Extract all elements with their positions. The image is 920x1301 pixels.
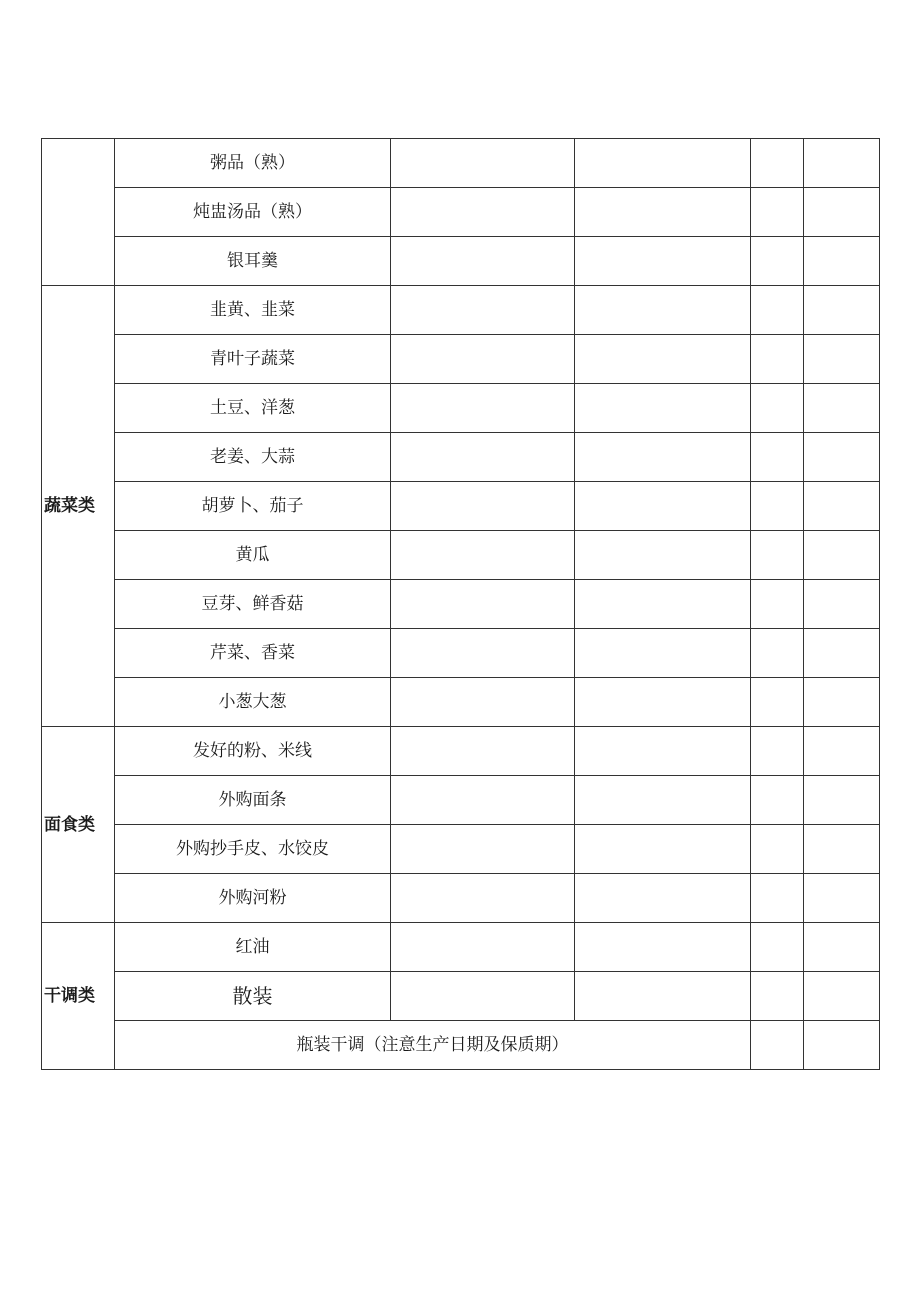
blank-cell[interactable]	[575, 384, 751, 433]
blank-cell[interactable]	[751, 874, 804, 923]
item-name: 胡萝卜、茄子	[115, 482, 391, 531]
blank-cell[interactable]	[751, 482, 804, 531]
blank-cell[interactable]	[391, 776, 575, 825]
item-name: 小葱大葱	[115, 678, 391, 727]
blank-cell[interactable]	[575, 678, 751, 727]
table-row	[42, 1021, 880, 1070]
blank-cell[interactable]	[804, 629, 880, 678]
table-row	[42, 678, 880, 727]
blank-cell[interactable]	[751, 678, 804, 727]
blank-cell[interactable]	[391, 825, 575, 874]
blank-cell[interactable]	[804, 580, 880, 629]
blank-cell[interactable]	[575, 531, 751, 580]
item-name: 韭黄、韭菜	[115, 286, 391, 335]
blank-cell[interactable]	[751, 286, 804, 335]
item-name: 豆芽、鲜香菇	[115, 580, 391, 629]
blank-cell[interactable]	[575, 825, 751, 874]
food-inspection-table	[41, 138, 880, 1070]
blank-cell[interactable]	[751, 629, 804, 678]
blank-cell[interactable]	[804, 531, 880, 580]
table-row	[42, 433, 880, 482]
blank-cell[interactable]	[804, 335, 880, 384]
table-row	[42, 580, 880, 629]
blank-cell[interactable]	[804, 139, 880, 188]
blank-cell[interactable]	[575, 286, 751, 335]
blank-cell[interactable]	[575, 923, 751, 972]
item-name: 黄瓜	[115, 531, 391, 580]
table-row	[42, 188, 880, 237]
blank-cell[interactable]	[804, 1021, 880, 1070]
blank-cell[interactable]	[391, 139, 575, 188]
blank-cell[interactable]	[751, 776, 804, 825]
blank-cell[interactable]	[391, 972, 575, 1021]
blank-cell[interactable]	[575, 482, 751, 531]
blank-cell[interactable]	[391, 531, 575, 580]
table-row	[42, 825, 880, 874]
table-row	[42, 237, 880, 286]
blank-cell[interactable]	[575, 874, 751, 923]
blank-cell[interactable]	[804, 482, 880, 531]
blank-cell[interactable]	[804, 776, 880, 825]
blank-cell[interactable]	[751, 433, 804, 482]
blank-cell[interactable]	[751, 335, 804, 384]
item-name: 银耳羹	[115, 237, 391, 286]
table-row	[42, 874, 880, 923]
blank-cell[interactable]	[391, 286, 575, 335]
blank-cell[interactable]	[575, 776, 751, 825]
blank-cell[interactable]	[575, 139, 751, 188]
blank-cell[interactable]	[751, 972, 804, 1021]
table-row	[42, 384, 880, 433]
table-row	[42, 335, 880, 384]
blank-cell[interactable]	[804, 384, 880, 433]
item-name: 发好的粉、米线	[115, 727, 391, 776]
blank-cell[interactable]	[751, 727, 804, 776]
blank-cell[interactable]	[804, 923, 880, 972]
blank-cell[interactable]	[751, 384, 804, 433]
blank-cell[interactable]	[391, 580, 575, 629]
blank-cell[interactable]	[575, 433, 751, 482]
blank-cell[interactable]	[391, 874, 575, 923]
blank-cell[interactable]	[804, 286, 880, 335]
blank-cell[interactable]	[575, 629, 751, 678]
table-row	[42, 531, 880, 580]
item-name-wide: 瓶装干调（注意生产日期及保质期）	[115, 1021, 751, 1070]
item-name: 散装	[115, 972, 391, 1021]
blank-cell[interactable]	[751, 580, 804, 629]
blank-cell[interactable]	[575, 237, 751, 286]
blank-cell[interactable]	[751, 188, 804, 237]
item-name: 老姜、大蒜	[115, 433, 391, 482]
table-row	[42, 629, 880, 678]
table-row	[42, 923, 880, 972]
blank-cell[interactable]	[804, 825, 880, 874]
table-row	[42, 727, 880, 776]
blank-cell[interactable]	[391, 384, 575, 433]
blank-cell[interactable]	[391, 678, 575, 727]
item-name: 芹菜、香菜	[115, 629, 391, 678]
category-cell-seasonings: 干调类	[42, 923, 115, 1070]
blank-cell[interactable]	[804, 237, 880, 286]
table-row	[42, 139, 880, 188]
blank-cell[interactable]	[391, 923, 575, 972]
item-name: 粥品（熟）	[115, 139, 391, 188]
blank-cell[interactable]	[804, 433, 880, 482]
blank-cell[interactable]	[751, 139, 804, 188]
table-row	[42, 972, 880, 1021]
table-row	[42, 776, 880, 825]
blank-cell[interactable]	[751, 531, 804, 580]
item-name: 外购抄手皮、水饺皮	[115, 825, 391, 874]
category-cell-vegetables: 蔬菜类	[42, 286, 115, 727]
item-name: 土豆、洋葱	[115, 384, 391, 433]
blank-cell[interactable]	[804, 874, 880, 923]
blank-cell[interactable]	[391, 727, 575, 776]
item-name: 青叶子蔬菜	[115, 335, 391, 384]
blank-cell[interactable]	[391, 482, 575, 531]
blank-cell[interactable]	[391, 237, 575, 286]
blank-cell[interactable]	[391, 188, 575, 237]
blank-cell[interactable]	[804, 727, 880, 776]
blank-cell[interactable]	[751, 923, 804, 972]
category-cell	[42, 139, 115, 286]
category-cell-noodles: 面食类	[42, 727, 115, 923]
blank-cell[interactable]	[751, 825, 804, 874]
blank-cell[interactable]	[391, 629, 575, 678]
item-name: 外购河粉	[115, 874, 391, 923]
blank-cell[interactable]	[751, 237, 804, 286]
blank-cell[interactable]	[804, 678, 880, 727]
item-name: 炖盅汤品（熟）	[115, 188, 391, 237]
table-row	[42, 482, 880, 531]
blank-cell[interactable]	[575, 727, 751, 776]
blank-cell[interactable]	[391, 433, 575, 482]
blank-cell[interactable]	[751, 1021, 804, 1070]
blank-cell[interactable]	[391, 335, 575, 384]
blank-cell[interactable]	[575, 188, 751, 237]
blank-cell[interactable]	[575, 335, 751, 384]
blank-cell[interactable]	[575, 972, 751, 1021]
blank-cell[interactable]	[804, 972, 880, 1021]
item-name: 红油	[115, 923, 391, 972]
blank-cell[interactable]	[575, 580, 751, 629]
item-name: 外购面条	[115, 776, 391, 825]
blank-cell[interactable]	[804, 188, 880, 237]
table-row	[42, 286, 880, 335]
